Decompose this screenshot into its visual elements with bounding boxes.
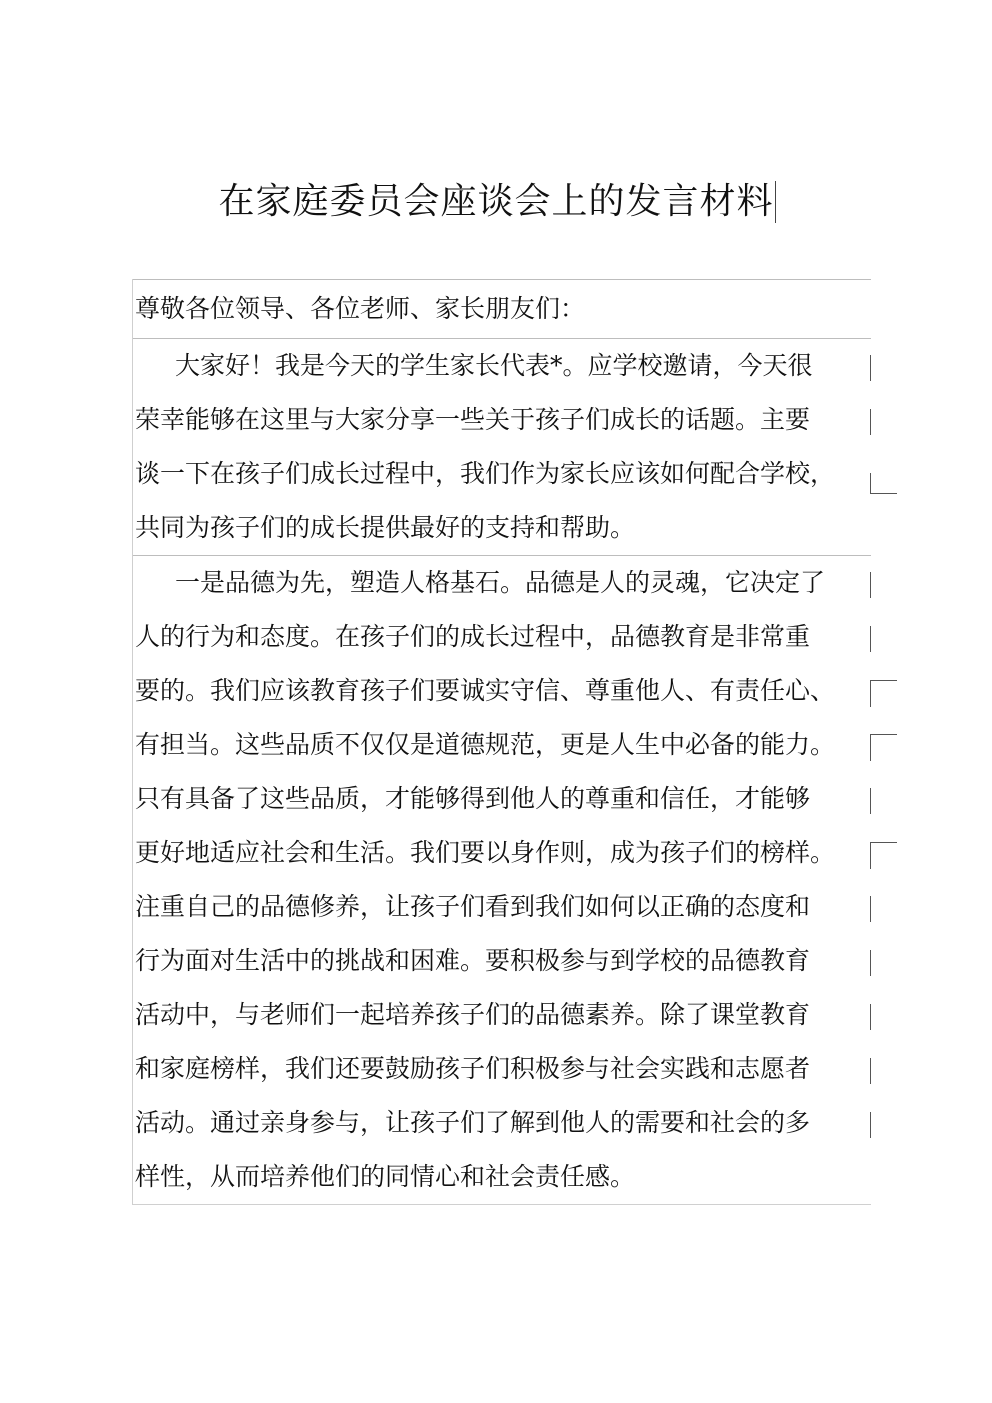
paragraph-line: 大家好！我是今天的学生家长代表*。应学校邀请，今天很 [133,339,871,393]
paragraph-line: 行为面对生活中的挑战和困难。要积极参与到学校的品德教育 [133,934,871,988]
paragraph-line: 只有具备了这些品质，才能够得到他人的尊重和信任，才能够 [133,772,871,826]
document-body [132,279,871,1205]
paragraph-morality [133,555,871,1205]
paragraph-line: 注重自己的品德修养，让孩子们看到我们如何以正确的态度和 [133,880,871,934]
text-cursor-mark [775,181,776,223]
paragraph-intro [133,338,871,555]
paragraph-line: 有担当。这些品质不仅仅是道德规范，更是人生中必备的能力。 [133,718,871,772]
paragraph-line: 要的。我们应该教育孩子们要诚实守信、尊重他人、有责任心、 [133,664,871,718]
paragraph-line: 活动中，与老师们一起培养孩子们的品德素养。除了课堂教育 [133,988,871,1042]
paragraph-line: 一是品德为先，塑造人格基石。品德是人的灵魂，它决定了 [133,556,871,610]
salutation: 尊敬各位领导、各位老师、家长朋友们： [135,294,586,323]
document-title: 在家庭委员会座谈会上的发言材料 [218,181,774,222]
paragraph-line: 样性，从而培养他们的同情心和社会责任感。 [135,1162,636,1191]
paragraph-line: 荣幸能够在这里与大家分享一些关于孩子们成长的话题。主要 [133,393,871,447]
paragraph-line: 人的行为和态度。在孩子们的成长过程中，品德教育是非常重 [133,610,871,664]
salutation-block [133,279,871,338]
paragraph-line: 谈一下在孩子们成长过程中，我们作为家长应该如何配合学校， [133,447,871,501]
paragraph-line: 共同为孩子们的成长提供最好的支持和帮助。 [135,513,636,542]
paragraph-line: 和家庭榜样，我们还要鼓励孩子们积极参与社会实践和志愿者 [133,1042,871,1096]
paragraph-line: 活动。通过亲身参与，让孩子们了解到他人的需要和社会的多 [133,1096,871,1150]
paragraph-line: 更好地适应社会和生活。我们要以身作则，成为孩子们的榜样。 [133,826,871,880]
